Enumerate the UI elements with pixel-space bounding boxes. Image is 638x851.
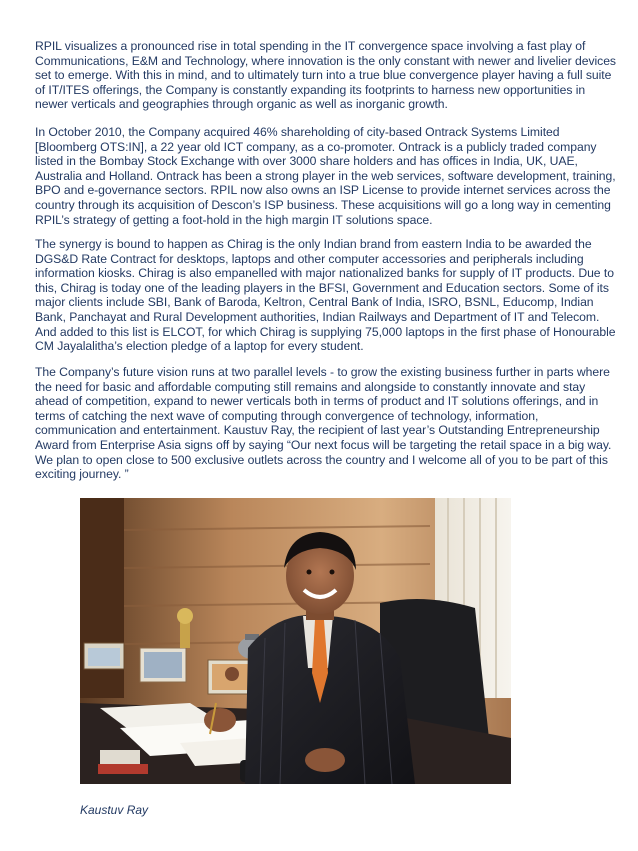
body-paragraph-1 xyxy=(35,39,620,112)
body-paragraph-2 xyxy=(35,125,620,227)
paragraph-text: RPIL visualizes a pronounced rise in total spending in the IT convergence space involving a fast play of Communications, E&M and Technology, where innovation is the only constant with newer and livelier devices set to emerge. With this in mind, and to ultimately turn into a true blue convergence player having a full suite of IT/ITES offerings, the Company is constantly expanding its footprints to harness new opportunities in newer verticals and geographies through organic as well as inorganic growth. xyxy=(35,39,616,112)
body-paragraph-3 xyxy=(35,237,620,354)
paragraph-text: In October 2010, the Company acquired 46% shareholding of city-based Ontrack Systems Limited [Bloomberg OTS:IN], a 22 year old ICT company, as a co-promoter. Ontrack is a publicly traded company listed in the Bombay Stock Exchange with over 3000 share holders and has offices in India, UK, UAE, Australia and Holland. Ontrack has been a strong player in the web services, software development, training, BPO and e-governance sectors. RPIL now also owns an ISP License to provide internet services across the country through its acquisition of Descon’s ISP business. These acquisitions will go a long way in cementing RPIL’s strategy of getting a foot-hold in the high margin IT solutions space. xyxy=(35,125,616,227)
portrait-photo-illustration xyxy=(80,498,511,784)
paragraph-text: The Company’s future vision runs at two parallel levels - to grow the existing business further in parts where the need for basic and affordable computing still remains and alongside to constantly innovate and stay ahead of competition, expand to newer verticals both in terms of product and IT solutions offerings, and in terms of catching the next wave of computing through convergence of technology, information, communication and entertainment. Kaustuv Ray, the recipient of last year’s Outstanding Entrepreneurship Award from Enterprise Asia signs off by saying “Our next focus will be targeting the retail space in a big way. We plan to open close to 500 exclusive outlets across the country and I welcome all of you to be part of this exciting journey. ” xyxy=(35,365,612,482)
body-paragraph-4 xyxy=(35,365,620,482)
photo-caption: Kaustuv Ray xyxy=(80,803,149,817)
portrait-photo xyxy=(80,498,511,784)
paragraph-text: The synergy is bound to happen as Chirag is the only Indian brand from eastern India to be awarded the DGS&D Rate Contract for desktops, laptops and other computer accessories and peripherals including information kiosks. Chirag is also empanelled with major nationalized banks for supply of IT products. Due to this, Chirag is today one of the leading players in the BFSI, Government and Education sectors. Some of its major clients include SBI, Bank of Baroda, Keltron, Central Bank of India, ISRO, BSNL, Educomp, Indian Bank, Panchayat and Rural Development authorities, Indian Railways and Department of IT and Telecom. And added to this list is ELCOT, for which Chirag is supplying 75,000 laptops in the first phase of Honourable CM Jayalalitha’s election pledge of a laptop for every student. xyxy=(35,237,616,354)
